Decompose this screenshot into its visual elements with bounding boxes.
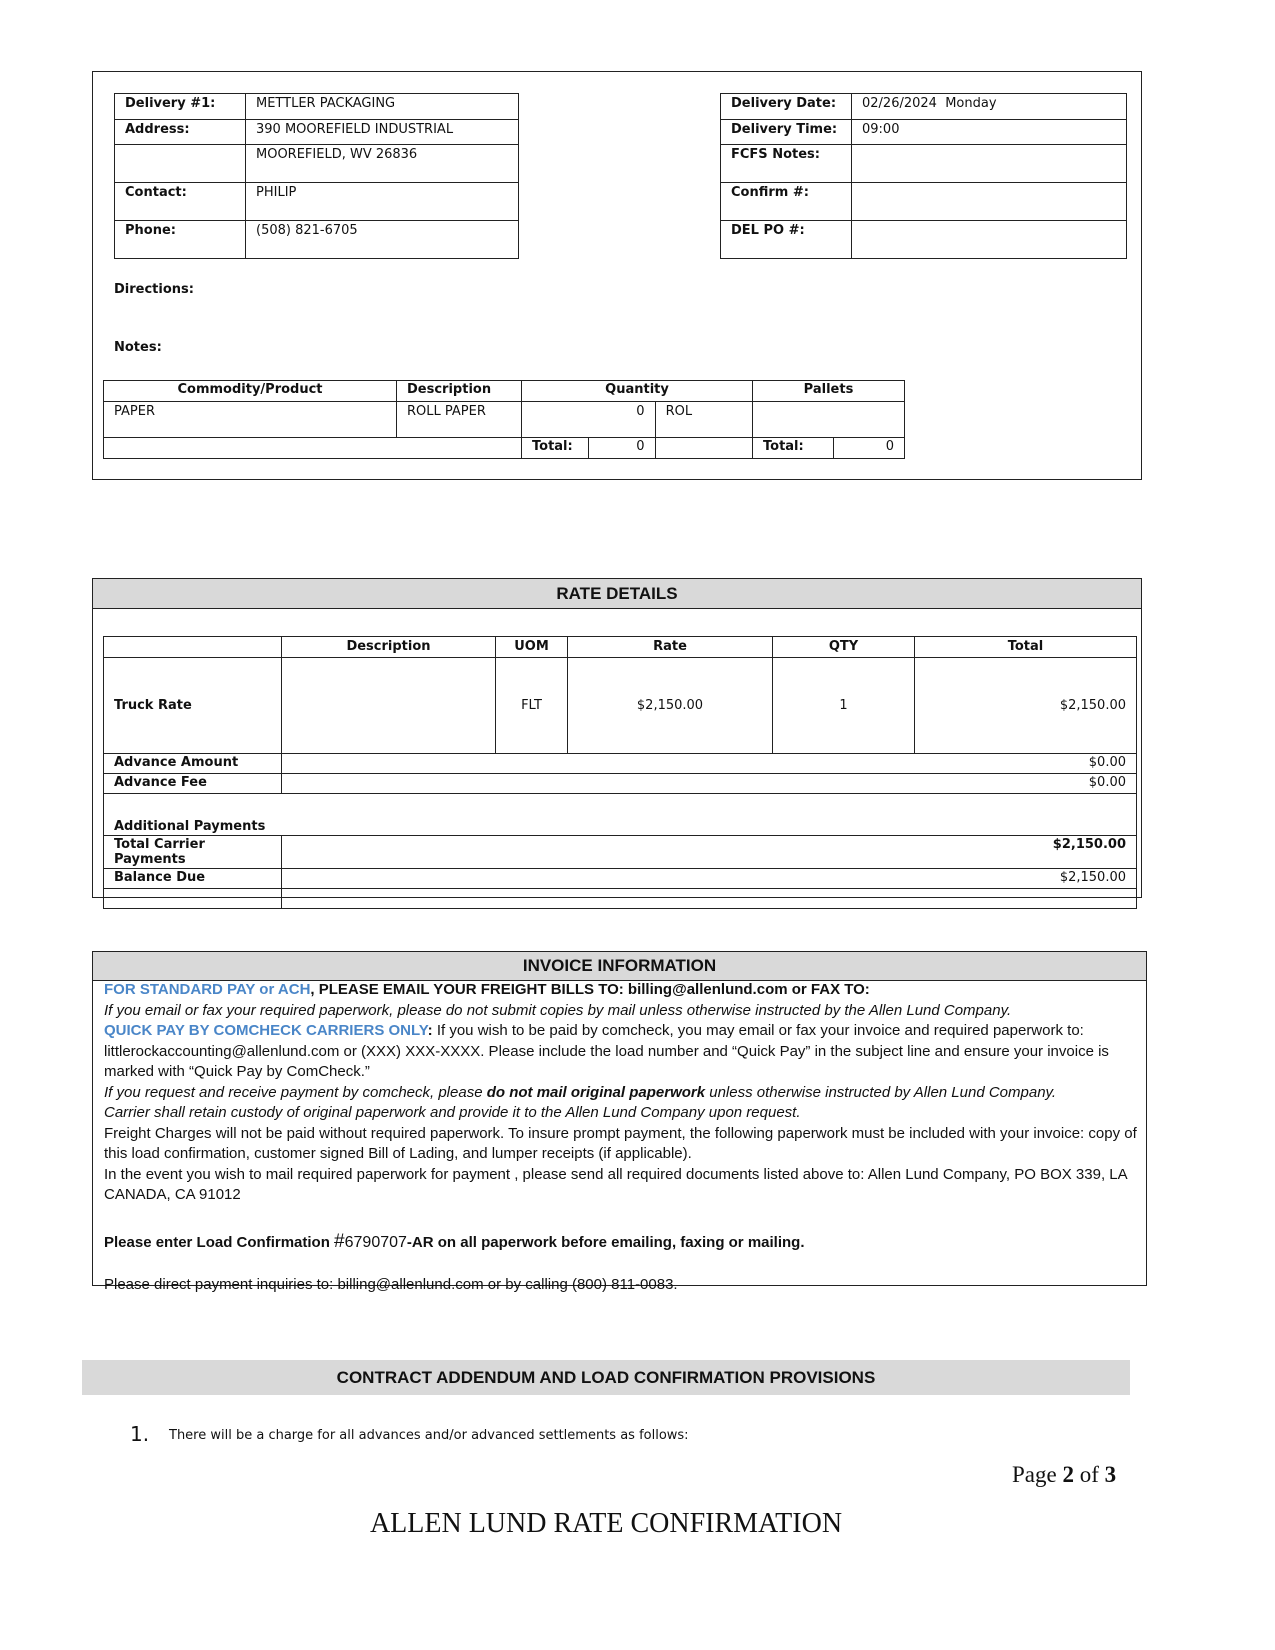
commodity-description: ROLL PAPER (397, 402, 522, 438)
comcheck-bold: do not mail original paperwork (486, 1083, 706, 1101)
confirm-value (852, 183, 1127, 221)
delivery-right-table (720, 93, 1127, 259)
commodity-product: PAPER (104, 402, 397, 438)
total-carrier-payments-label: Total Carrier Payments (104, 836, 282, 869)
load-confirmation-text-a: Please enter Load Confirmation (104, 1233, 335, 1251)
notes-label: Notes: (114, 340, 162, 355)
custody-note: Carrier shall retain custody of original paperwork and provide it to the Allen Lund Company upon request. (104, 1104, 801, 1121)
balance-due-label: Balance Due (104, 869, 282, 889)
contract-item-text: There will be a charge for all advances and/or advanced settlements as follows: (169, 1428, 689, 1443)
contact-value: PHILIP (246, 183, 519, 221)
page-indicator (1012, 1462, 1116, 1488)
delivery-label: Delivery #1: (115, 94, 246, 120)
truck-rate-description (282, 658, 496, 754)
del-po-value (852, 221, 1127, 259)
rate-header-description: Description (282, 637, 496, 658)
rate-header-uom: UOM (496, 637, 568, 658)
rate-header-qty: QTY (773, 637, 915, 658)
fcfs-notes-value (852, 145, 1127, 183)
page-number: 2 (1062, 1462, 1074, 1487)
pallets-total-value: 0 (834, 438, 905, 459)
delivery-date-value: 02/26/2024 Monday (852, 94, 1127, 120)
standard-pay-line (104, 980, 1139, 1001)
phone-value: (508) 821-6705 (246, 221, 519, 259)
advance-amount-label: Advance Amount (104, 754, 282, 774)
balance-due-value: $2,150.00 (282, 869, 1137, 889)
rate-details-title: RATE DETAILS (93, 579, 1141, 609)
commodity-unit: ROL (655, 402, 752, 438)
freight-charges-note: Freight Charges will not be paid without required paperwork. To insure prompt payment, the following paperwork must be included with your invoice: copy of this load confirmation, customer signed Bill of Lading, and lumper receipts (if applicable). (104, 1124, 1137, 1162)
comcheck-note (104, 1083, 1139, 1104)
quantity-total-value: 0 (588, 438, 655, 459)
rate-table (103, 636, 1137, 909)
load-confirmation-text-b: -AR on all paperwork before emailing, faxing or mailing. (406, 1233, 805, 1251)
quick-pay-colon: : (427, 1022, 433, 1039)
additional-payments-label: Additional Payments (104, 794, 1137, 836)
pallets-total-label: Total: (753, 438, 834, 459)
standard-pay-text: , PLEASE EMAIL YOUR FREIGHT BILLS TO: billing@allenlund.com or FAX TO: (310, 981, 870, 998)
address-line2: MOOREFIELD, WV 26836 (246, 145, 519, 183)
advance-fee-value: $0.00 (282, 774, 1137, 794)
comcheck-text-b: unless otherwise instructed by Allen Lund Company. (705, 1083, 1057, 1101)
contract-title: CONTRACT ADDENDUM AND LOAD CONFIRMATION PROVISIONS (82, 1360, 1130, 1395)
email-fax-note: If you email or fax your required paperwork, please do not submit copies by mail unless otherwise instructed by the Allen Lund Company. (104, 1001, 1012, 1019)
delivery-time-label: Delivery Time: (721, 120, 852, 145)
page-word: Page (1012, 1462, 1057, 1487)
comcheck-text-a: If you request and receive payment by comcheck, please (104, 1083, 487, 1101)
load-confirmation-line (104, 1232, 1139, 1254)
fcfs-notes-label: FCFS Notes: (721, 145, 852, 183)
quantity-total-blank (655, 438, 752, 459)
rate-header-total: Total (915, 637, 1137, 658)
truck-rate-label: Truck Rate (104, 658, 282, 754)
truck-rate-uom: FLT (496, 658, 568, 754)
phone-label: Phone: (115, 221, 246, 259)
contact-label: Contact: (115, 183, 246, 221)
delivery-name: METTLER PACKAGING (246, 94, 519, 120)
delivery-time-value: 09:00 (852, 120, 1127, 145)
delivery-date-label: Delivery Date: (721, 94, 852, 120)
directions-label: Directions: (114, 282, 194, 297)
description-header: Description (397, 381, 522, 402)
rate-footer-blank-right (282, 889, 1137, 909)
of-word: of (1079, 1462, 1099, 1487)
invoice-title: INVOICE INFORMATION (93, 952, 1146, 981)
load-confirmation-number: 6790707 (344, 1233, 407, 1251)
quick-pay-text: If you wish to be paid by comcheck, you may email or fax your invoice and required paperwork to: littlerockaccounting@allenlund.com or (XXX) XXX-XXXX. Please include the load number and “Quick Pay” in the subject line and ensure your invoice is marked with “Quick Pay by ComCheck.” (104, 1022, 1109, 1080)
commodity-table (103, 380, 905, 459)
confirm-label: Confirm #: (721, 183, 852, 221)
contract-item-number: 1. (130, 1422, 150, 1446)
quick-pay-highlight: QUICK PAY BY COMCHECK CARRIERS ONLY (104, 1022, 428, 1039)
rate-header-blank (104, 637, 282, 658)
truck-rate-qty: 1 (773, 658, 915, 754)
commodity-header: Commodity/Product (104, 381, 397, 402)
payment-inquiries: Please direct payment inquiries to: billing@allenlund.com or by calling (800) 811-0083. (104, 1276, 678, 1293)
page-total: 3 (1104, 1462, 1117, 1487)
commodity-pallets (753, 402, 905, 438)
truck-rate-total: $2,150.00 (915, 658, 1137, 754)
commodity-total-spacer (104, 438, 522, 459)
pallets-header: Pallets (753, 381, 905, 402)
delivery-left-table (114, 93, 519, 259)
address-blank-label (115, 145, 246, 183)
del-po-label: DEL PO #: (721, 221, 852, 259)
truck-rate-rate: $2,150.00 (568, 658, 773, 754)
rate-footer-blank-left (104, 889, 282, 909)
invoice-body (104, 980, 1139, 1296)
load-confirmation-hash: # (334, 1230, 345, 1252)
total-carrier-payments-value: $2,150.00 (282, 836, 1137, 869)
quantity-header: Quantity (522, 381, 753, 402)
standard-pay-highlight: FOR STANDARD PAY or ACH (104, 981, 311, 998)
quick-pay-paragraph (104, 1021, 1139, 1083)
address-line1: 390 MOOREFIELD INDUSTRIAL (246, 120, 519, 145)
advance-amount-value: $0.00 (282, 754, 1137, 774)
address-label: Address: (115, 120, 246, 145)
commodity-quantity: 0 (522, 402, 656, 438)
footer-title: ALLEN LUND RATE CONFIRMATION (369, 1508, 843, 1539)
quantity-total-label: Total: (522, 438, 589, 459)
advance-fee-label: Advance Fee (104, 774, 282, 794)
rate-header-rate: Rate (568, 637, 773, 658)
mail-paperwork-note: In the event you wish to mail required paperwork for payment , please send all required documents listed above to: Allen Lund Company, PO BOX 339, LA CANADA, CA 91012 (104, 1165, 1127, 1203)
